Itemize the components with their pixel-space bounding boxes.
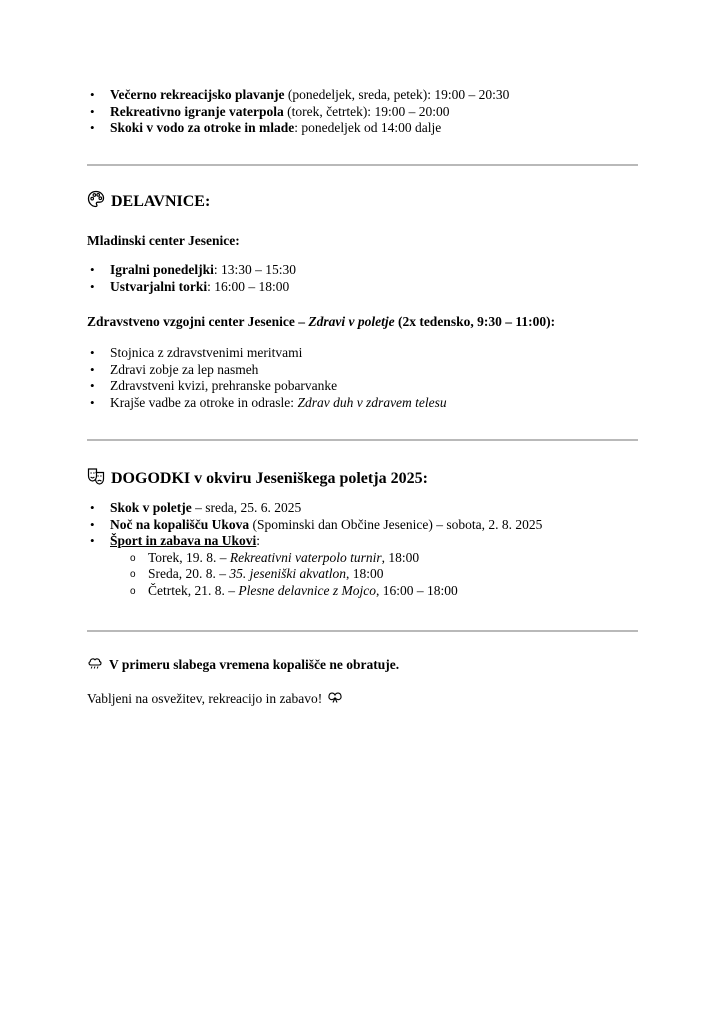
closing-line bbox=[87, 689, 343, 709]
list-item bbox=[110, 104, 509, 121]
list-item bbox=[110, 87, 509, 104]
item-title: Ustvarjalni torki bbox=[110, 278, 208, 294]
subsection-title: Mladinski center Jesenice: bbox=[87, 233, 240, 248]
theater-masks-icon bbox=[87, 467, 105, 490]
event-time: , 16:00 – 18:00 bbox=[375, 582, 458, 598]
item-detail: (torek, četrtek): 19:00 – 20:00 bbox=[283, 103, 450, 119]
item-detail: : bbox=[256, 533, 261, 548]
mcj-list bbox=[110, 262, 296, 295]
list-item bbox=[110, 395, 447, 412]
divider bbox=[87, 439, 638, 441]
list-item bbox=[110, 120, 509, 137]
list-item: • Zdravi zobje za lep nasmeh bbox=[110, 362, 447, 379]
list-item bbox=[110, 500, 542, 517]
list-item bbox=[110, 262, 296, 279]
item-detail: : 16:00 – 18:00 bbox=[207, 278, 290, 294]
sublist-item bbox=[148, 550, 542, 567]
program-name: Zdravi v poletje bbox=[308, 314, 395, 329]
item-detail: (ponedeljek, sreda, petek): 19:00 – 20:30 bbox=[284, 87, 510, 102]
closing-text: Vabljeni na osvežitev, rekreacijo in zabavo! bbox=[87, 691, 323, 706]
zvc-heading bbox=[87, 314, 555, 330]
weather-notice bbox=[87, 655, 399, 675]
event-date: Sreda, 20. 8. – bbox=[148, 566, 230, 581]
swimming-list bbox=[110, 87, 509, 137]
events-heading bbox=[87, 467, 428, 490]
event-time: , 18:00 bbox=[345, 566, 384, 581]
pretzel-icon bbox=[327, 689, 343, 709]
item-title: Zdrav duh v zdravem telesu bbox=[297, 394, 447, 410]
item-title: Večerno rekreacijsko plavanje bbox=[110, 87, 285, 102]
list-item bbox=[110, 279, 296, 296]
program-schedule: (2x tedensko, 9:30 – 11:00): bbox=[394, 314, 556, 329]
event-date: Torek, 19. 8. – bbox=[148, 549, 230, 565]
item-detail: – sreda, 25. 6. 2025 bbox=[191, 500, 302, 515]
list-item bbox=[110, 533, 542, 599]
event-name: Rekreativni vaterpolo turnir bbox=[229, 549, 382, 565]
item-title: Igralni ponedeljki bbox=[110, 262, 214, 277]
subsection-title: Zdravstveno vzgojni center Jesenice – bbox=[87, 314, 309, 329]
event-time: , 18:00 bbox=[381, 549, 420, 565]
item-title: Skok v poletje bbox=[110, 500, 192, 515]
list-item bbox=[110, 517, 542, 534]
item-detail: : 13:30 – 15:30 bbox=[213, 262, 297, 277]
event-name: 35. jeseniški akvatlon bbox=[229, 566, 346, 581]
section-title: DOGODKI v okviru Jeseniškega poletja 2025: bbox=[111, 469, 428, 487]
sport-sublist bbox=[110, 550, 542, 600]
workshops-heading bbox=[87, 190, 210, 213]
event-name: Plesne delavnice z Mojco bbox=[238, 582, 376, 598]
zvc-list bbox=[110, 345, 447, 411]
list-item: • Zdravstveni kvizi, prehranske pobarvanke bbox=[110, 378, 447, 395]
weather-text: V primeru slabega vremena kopališče ne obratuje. bbox=[109, 657, 400, 672]
divider bbox=[87, 164, 638, 166]
section-title: DELAVNICE: bbox=[111, 192, 211, 210]
mcj-heading bbox=[87, 233, 240, 249]
sublist-item bbox=[148, 566, 542, 583]
event-date: Četrtek, 21. 8. – bbox=[148, 582, 239, 598]
item-title: Noč na kopališču Ukova bbox=[110, 516, 250, 532]
item-title: Rekreativno igranje vaterpola bbox=[110, 103, 284, 119]
list-item: • Stojnica z zdravstvenimi meritvami bbox=[110, 345, 447, 362]
item-detail: Krajše vadbe za otroke in odrasle: bbox=[110, 394, 298, 410]
palette-icon bbox=[87, 190, 105, 213]
sublist-item bbox=[148, 583, 542, 600]
item-detail: : ponedeljek od 14:00 dalje bbox=[294, 120, 442, 135]
rain-cloud-icon bbox=[87, 655, 103, 675]
events-list bbox=[110, 500, 542, 599]
divider bbox=[87, 630, 638, 632]
item-title: Šport in zabava na Ukovi bbox=[110, 533, 257, 548]
item-title: Skoki v vodo za otroke in mlade bbox=[110, 120, 295, 135]
item-detail: (Spominski dan Občine Jesenice) – sobota, 2. 8. 2025 bbox=[249, 516, 543, 532]
